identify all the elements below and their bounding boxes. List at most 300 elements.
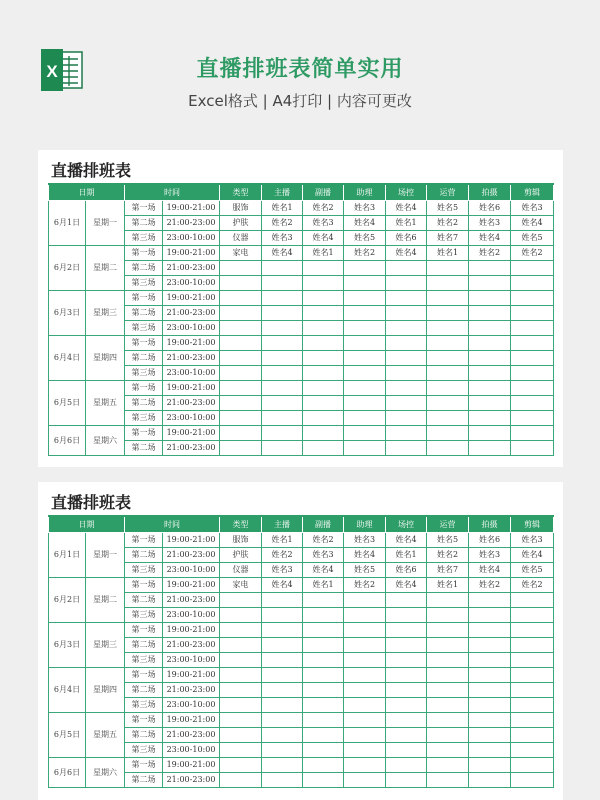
table-cell (386, 638, 427, 653)
table-cell (262, 623, 303, 638)
table-row (49, 608, 554, 623)
table-cell (469, 668, 511, 683)
table-cell (469, 773, 511, 788)
table-cell: 姓名5 (344, 231, 386, 246)
date-cell: 6月1日 (49, 201, 86, 246)
date-cell: 6月6日 (49, 426, 86, 456)
table-cell (427, 683, 469, 698)
table-cell (303, 306, 344, 321)
table-cell (427, 306, 469, 321)
time-cell: 21:00-23:00 (163, 728, 220, 743)
table-cell (262, 773, 303, 788)
column-header: 主播 (262, 516, 303, 533)
table-row (49, 441, 554, 456)
table-cell (511, 366, 554, 381)
table-row (49, 426, 554, 441)
table-cell: 姓名4 (262, 578, 303, 593)
table-cell (511, 336, 554, 351)
table-cell (262, 351, 303, 366)
table-row (49, 411, 554, 426)
table-cell (344, 321, 386, 336)
table-cell: 姓名2 (469, 246, 511, 261)
column-header: 时间 (125, 516, 220, 533)
table-row (49, 246, 554, 261)
table-cell (386, 608, 427, 623)
table-cell (262, 668, 303, 683)
table-cell (303, 698, 344, 713)
time-cell: 23:00-10:00 (163, 563, 220, 578)
table-row (49, 396, 554, 411)
table-cell (303, 773, 344, 788)
table-row (49, 563, 554, 578)
table-cell (511, 351, 554, 366)
table-cell: 姓名3 (511, 533, 554, 548)
table-cell: 姓名4 (344, 548, 386, 563)
time-cell: 21:00-23:00 (163, 638, 220, 653)
session-cell: 第二场 (125, 548, 163, 563)
table-row (49, 578, 554, 593)
session-cell: 第二场 (125, 306, 163, 321)
table-cell (344, 306, 386, 321)
table-cell (262, 441, 303, 456)
weekday-cell: 星期四 (86, 668, 125, 713)
table-cell (427, 276, 469, 291)
table-cell (344, 396, 386, 411)
weekday-cell: 星期二 (86, 578, 125, 623)
column-header: 副播 (303, 516, 344, 533)
table-cell: 护肤 (220, 216, 262, 231)
table-cell: 姓名6 (469, 201, 511, 216)
table-row (49, 366, 554, 381)
session-cell: 第一场 (125, 533, 163, 548)
table-cell (427, 623, 469, 638)
table-cell (386, 653, 427, 668)
table-cell (386, 668, 427, 683)
table-cell (262, 381, 303, 396)
table-cell (220, 261, 262, 276)
table-cell: 姓名4 (386, 578, 427, 593)
table-cell: 姓名5 (344, 563, 386, 578)
table-cell: 姓名4 (386, 201, 427, 216)
time-cell: 23:00-10:00 (163, 608, 220, 623)
session-cell: 第三场 (125, 366, 163, 381)
session-cell: 第三场 (125, 563, 163, 578)
table-cell: 姓名4 (386, 246, 427, 261)
table-row (49, 321, 554, 336)
table-cell (262, 291, 303, 306)
table-cell (511, 306, 554, 321)
table-cell (386, 276, 427, 291)
table-cell (262, 276, 303, 291)
table-cell (262, 698, 303, 713)
time-cell: 19:00-21:00 (163, 578, 220, 593)
table-cell (220, 441, 262, 456)
table-cell (386, 728, 427, 743)
table-cell (386, 411, 427, 426)
table-row (49, 593, 554, 608)
time-cell: 21:00-23:00 (163, 351, 220, 366)
table-cell (386, 306, 427, 321)
table-row (49, 728, 554, 743)
weekday-cell: 星期五 (86, 381, 125, 426)
table-cell (344, 276, 386, 291)
table-cell (469, 683, 511, 698)
table-cell (303, 653, 344, 668)
date-cell: 6月4日 (49, 336, 86, 381)
time-cell: 21:00-23:00 (163, 261, 220, 276)
table-cell (511, 728, 554, 743)
table-cell (469, 276, 511, 291)
table-row (49, 713, 554, 728)
table-cell: 姓名3 (511, 201, 554, 216)
table-cell (303, 426, 344, 441)
table-cell (262, 321, 303, 336)
table-cell (386, 261, 427, 276)
table-cell: 姓名4 (262, 246, 303, 261)
time-cell: 19:00-21:00 (163, 713, 220, 728)
session-cell: 第三场 (125, 743, 163, 758)
table-cell (427, 381, 469, 396)
time-cell: 19:00-21:00 (163, 623, 220, 638)
table-cell (344, 261, 386, 276)
table-cell (427, 758, 469, 773)
table-cell (386, 743, 427, 758)
table-cell (427, 366, 469, 381)
table-cell (386, 426, 427, 441)
table-cell (511, 426, 554, 441)
table-cell (303, 366, 344, 381)
table-cell (303, 381, 344, 396)
table-cell: 姓名4 (511, 548, 554, 563)
table-cell (511, 638, 554, 653)
session-cell: 第一场 (125, 578, 163, 593)
table-cell (469, 321, 511, 336)
session-cell: 第三场 (125, 653, 163, 668)
table-cell (469, 638, 511, 653)
table-cell: 姓名3 (262, 563, 303, 578)
column-header: 类型 (220, 516, 262, 533)
time-cell: 23:00-10:00 (163, 653, 220, 668)
table-row (49, 638, 554, 653)
session-cell: 第三场 (125, 276, 163, 291)
svg-text:X: X (46, 62, 58, 81)
table-row (49, 306, 554, 321)
weekday-cell: 星期三 (86, 623, 125, 668)
column-header: 日期 (49, 184, 125, 201)
table-cell (262, 743, 303, 758)
table-row (49, 683, 554, 698)
table-cell: 姓名1 (427, 246, 469, 261)
table-cell (344, 426, 386, 441)
session-cell: 第二场 (125, 216, 163, 231)
table-cell (427, 668, 469, 683)
session-cell: 第二场 (125, 728, 163, 743)
table-row (49, 698, 554, 713)
table-cell (469, 306, 511, 321)
table-cell (469, 653, 511, 668)
column-header: 助理 (344, 516, 386, 533)
table-cell (303, 713, 344, 728)
column-header: 副播 (303, 184, 344, 201)
table-cell (220, 653, 262, 668)
table-cell: 姓名2 (427, 216, 469, 231)
table-cell (220, 728, 262, 743)
page-subtitle: Excel格式 | A4打印 | 内容可更改 (188, 92, 412, 110)
table-cell: 姓名2 (344, 578, 386, 593)
table-cell (303, 638, 344, 653)
table-cell (469, 593, 511, 608)
table-cell: 姓名2 (303, 533, 344, 548)
table-cell: 家电 (220, 246, 262, 261)
column-header: 主播 (262, 184, 303, 201)
table-cell (386, 683, 427, 698)
table-row (49, 231, 554, 246)
weekday-cell: 星期一 (86, 201, 125, 246)
table-cell (511, 321, 554, 336)
column-header: 助理 (344, 184, 386, 201)
column-header: 场控 (386, 184, 427, 201)
table-cell (427, 336, 469, 351)
table-cell (262, 593, 303, 608)
table-cell (427, 743, 469, 758)
table-header-row (49, 184, 554, 201)
session-cell: 第三场 (125, 321, 163, 336)
weekday-cell: 星期六 (86, 758, 125, 788)
table-row (49, 201, 554, 216)
table-cell (511, 683, 554, 698)
table-row (49, 291, 554, 306)
table-cell: 姓名4 (469, 563, 511, 578)
table-cell (511, 713, 554, 728)
table-cell (344, 698, 386, 713)
schedule-sheet-1 (38, 150, 563, 467)
table-cell (344, 411, 386, 426)
table-cell (511, 653, 554, 668)
table-cell (427, 441, 469, 456)
table-cell (344, 773, 386, 788)
table-cell (511, 276, 554, 291)
table-cell (469, 728, 511, 743)
table-cell (386, 713, 427, 728)
date-cell: 6月5日 (49, 713, 86, 758)
date-cell: 6月5日 (49, 381, 86, 426)
table-cell: 姓名3 (469, 216, 511, 231)
table-cell (220, 426, 262, 441)
session-cell: 第二场 (125, 441, 163, 456)
table-row (49, 336, 554, 351)
time-cell: 19:00-21:00 (163, 291, 220, 306)
table-cell (262, 426, 303, 441)
session-cell: 第一场 (125, 758, 163, 773)
table-cell (469, 396, 511, 411)
table-cell (303, 291, 344, 306)
table-cell: 姓名2 (262, 548, 303, 563)
time-cell: 23:00-10:00 (163, 231, 220, 246)
table-cell (262, 411, 303, 426)
table-cell (344, 728, 386, 743)
table-cell (220, 593, 262, 608)
time-cell: 19:00-21:00 (163, 668, 220, 683)
session-cell: 第二场 (125, 593, 163, 608)
table-cell: 姓名4 (303, 563, 344, 578)
weekday-cell: 星期四 (86, 336, 125, 381)
table-row (49, 381, 554, 396)
table-cell (469, 261, 511, 276)
table-cell (344, 336, 386, 351)
table-row (49, 743, 554, 758)
table-cell (303, 758, 344, 773)
table-cell: 仪器 (220, 231, 262, 246)
table-cell (469, 623, 511, 638)
table-cell (303, 276, 344, 291)
weekday-cell: 星期六 (86, 426, 125, 456)
table-cell: 姓名1 (262, 201, 303, 216)
table-cell: 姓名4 (511, 216, 554, 231)
time-cell: 19:00-21:00 (163, 758, 220, 773)
table-row (49, 216, 554, 231)
table-cell (220, 381, 262, 396)
session-cell: 第一场 (125, 291, 163, 306)
time-cell: 19:00-21:00 (163, 533, 220, 548)
time-cell: 21:00-23:00 (163, 216, 220, 231)
date-cell: 6月2日 (49, 246, 86, 291)
table-cell (262, 306, 303, 321)
table-cell: 服饰 (220, 533, 262, 548)
table-cell (262, 396, 303, 411)
table-cell (303, 743, 344, 758)
table-cell (511, 291, 554, 306)
schedule-table (48, 515, 554, 788)
table-cell (469, 743, 511, 758)
table-cell (220, 623, 262, 638)
table-cell: 姓名6 (469, 533, 511, 548)
table-cell (344, 608, 386, 623)
table-cell (427, 593, 469, 608)
table-cell (511, 608, 554, 623)
table-cell (511, 773, 554, 788)
table-cell: 姓名4 (469, 231, 511, 246)
table-cell (303, 608, 344, 623)
table-cell (303, 321, 344, 336)
column-header: 剪辑 (511, 516, 554, 533)
table-row (49, 261, 554, 276)
table-cell (303, 593, 344, 608)
schedule-table (48, 183, 554, 456)
session-cell: 第一场 (125, 426, 163, 441)
session-cell: 第二场 (125, 638, 163, 653)
weekday-cell: 星期一 (86, 533, 125, 578)
table-cell (344, 653, 386, 668)
table-row (49, 623, 554, 638)
table-cell (469, 441, 511, 456)
table-cell: 姓名5 (511, 563, 554, 578)
table-cell (386, 773, 427, 788)
table-cell (344, 366, 386, 381)
session-cell: 第三场 (125, 411, 163, 426)
table-cell (386, 758, 427, 773)
table-row (49, 773, 554, 788)
table-row (49, 653, 554, 668)
session-cell: 第二场 (125, 683, 163, 698)
column-header: 场控 (386, 516, 427, 533)
table-cell (469, 291, 511, 306)
time-cell: 21:00-23:00 (163, 396, 220, 411)
table-cell (469, 713, 511, 728)
time-cell: 23:00-10:00 (163, 321, 220, 336)
table-cell (220, 336, 262, 351)
table-cell (427, 773, 469, 788)
table-cell: 姓名3 (469, 548, 511, 563)
time-cell: 19:00-21:00 (163, 426, 220, 441)
table-cell (262, 758, 303, 773)
table-cell: 姓名2 (262, 216, 303, 231)
table-cell (344, 743, 386, 758)
table-cell: 护肤 (220, 548, 262, 563)
table-cell (427, 653, 469, 668)
column-header: 剪辑 (511, 184, 554, 201)
date-cell: 6月2日 (49, 578, 86, 623)
table-cell: 姓名1 (386, 548, 427, 563)
table-cell (220, 713, 262, 728)
table-cell: 姓名6 (386, 563, 427, 578)
table-cell (427, 291, 469, 306)
time-cell: 23:00-10:00 (163, 698, 220, 713)
table-cell (469, 336, 511, 351)
table-cell (262, 366, 303, 381)
column-header: 日期 (49, 516, 125, 533)
time-cell: 21:00-23:00 (163, 548, 220, 563)
table-cell (386, 291, 427, 306)
table-cell: 家电 (220, 578, 262, 593)
table-row (49, 276, 554, 291)
table-cell: 姓名1 (427, 578, 469, 593)
table-cell (220, 351, 262, 366)
table-cell (386, 623, 427, 638)
table-cell: 姓名4 (303, 231, 344, 246)
table-cell (427, 411, 469, 426)
time-cell: 19:00-21:00 (163, 246, 220, 261)
table-cell: 姓名4 (344, 216, 386, 231)
date-cell: 6月4日 (49, 668, 86, 713)
table-row (49, 351, 554, 366)
table-cell (386, 351, 427, 366)
table-cell (386, 698, 427, 713)
table-cell: 姓名7 (427, 563, 469, 578)
table-cell (262, 638, 303, 653)
table-cell (386, 366, 427, 381)
table-cell (262, 728, 303, 743)
time-cell: 21:00-23:00 (163, 306, 220, 321)
table-cell (386, 381, 427, 396)
column-header: 拍摄 (469, 184, 511, 201)
table-cell: 姓名6 (386, 231, 427, 246)
table-cell (386, 321, 427, 336)
table-cell (220, 773, 262, 788)
table-cell (511, 593, 554, 608)
session-cell: 第二场 (125, 396, 163, 411)
table-cell (469, 698, 511, 713)
table-cell: 服饰 (220, 201, 262, 216)
column-header: 类型 (220, 184, 262, 201)
page-header (0, 0, 600, 148)
session-cell: 第一场 (125, 246, 163, 261)
table-cell (344, 683, 386, 698)
table-cell (220, 743, 262, 758)
table-cell (511, 668, 554, 683)
table-cell (427, 351, 469, 366)
table-cell (220, 411, 262, 426)
table-cell (511, 698, 554, 713)
